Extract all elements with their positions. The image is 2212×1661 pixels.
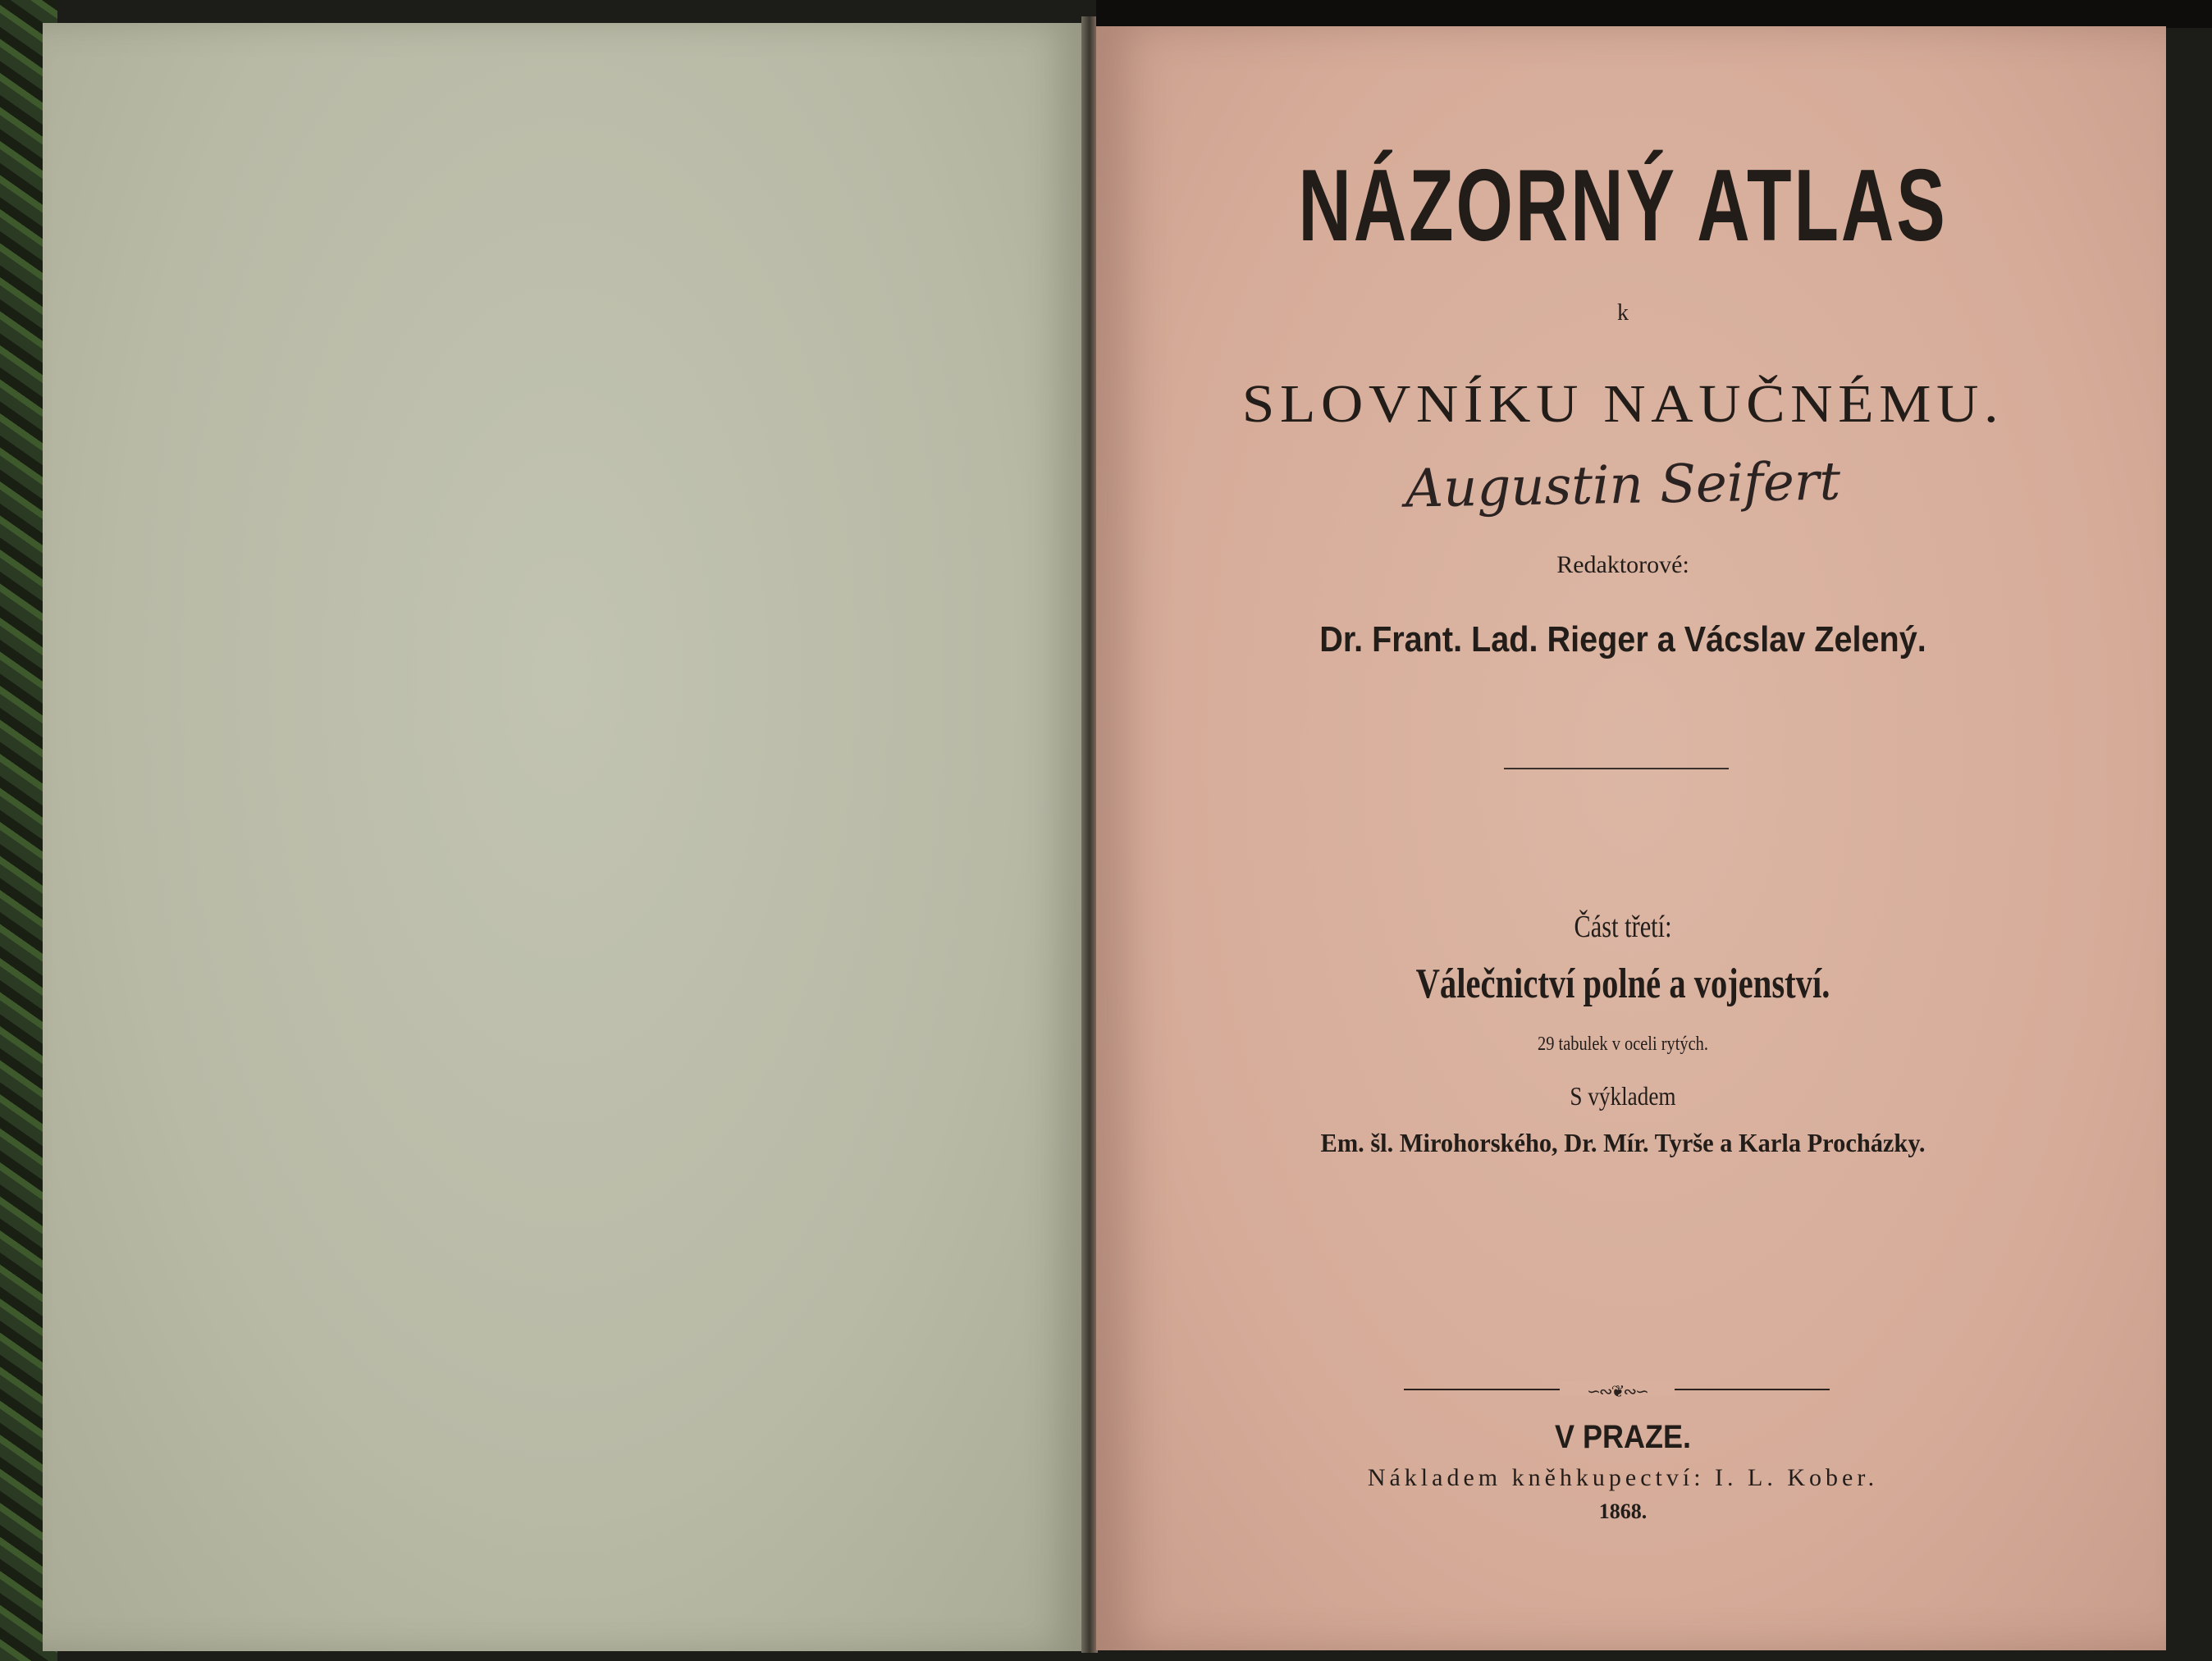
book-title: NÁZORNÝ ATLAS	[1298, 149, 1948, 262]
handwritten-signature: Augustin Seifert	[1405, 451, 1841, 520]
divider-rule	[1504, 768, 1729, 769]
book-gutter	[1081, 16, 1098, 1653]
part-label: Část třetí:	[1574, 910, 1672, 944]
plates-note: 29 tabulek v oceli rytých.	[1538, 1034, 1708, 1055]
ornamental-rule	[1404, 1381, 1830, 1401]
scan-background	[1096, 0, 2212, 28]
title-page	[1096, 26, 2166, 1650]
commentary-label: S výkladem	[1570, 1081, 1676, 1111]
ornament-flourish: ∽∾❦∾∽	[1560, 1381, 1675, 1396]
imprint-publisher: Nákladem kněhkupectví: I. L. Kober.	[1367, 1464, 1879, 1491]
commentators: Em. šl. Mirohorského, Dr. Mír. Tyrše a Karla Procházky.	[1320, 1128, 1926, 1157]
imprint-place: V PRAZE.	[1554, 1419, 1692, 1455]
left-endpaper	[43, 23, 1083, 1651]
editors-label: Redaktorové:	[1556, 551, 1689, 578]
editors: Dr. Frant. Lad. Rieger a Vácslav Zelený.	[1319, 619, 1926, 659]
imprint-year: 1868.	[1598, 1499, 1648, 1523]
book-subtitle: SLOVNÍKU NAUČNÉMU.	[1241, 374, 2004, 434]
part-title: Válečnictví polné a vojenství.	[1415, 961, 1830, 1007]
title-connector: k	[1617, 300, 1629, 326]
